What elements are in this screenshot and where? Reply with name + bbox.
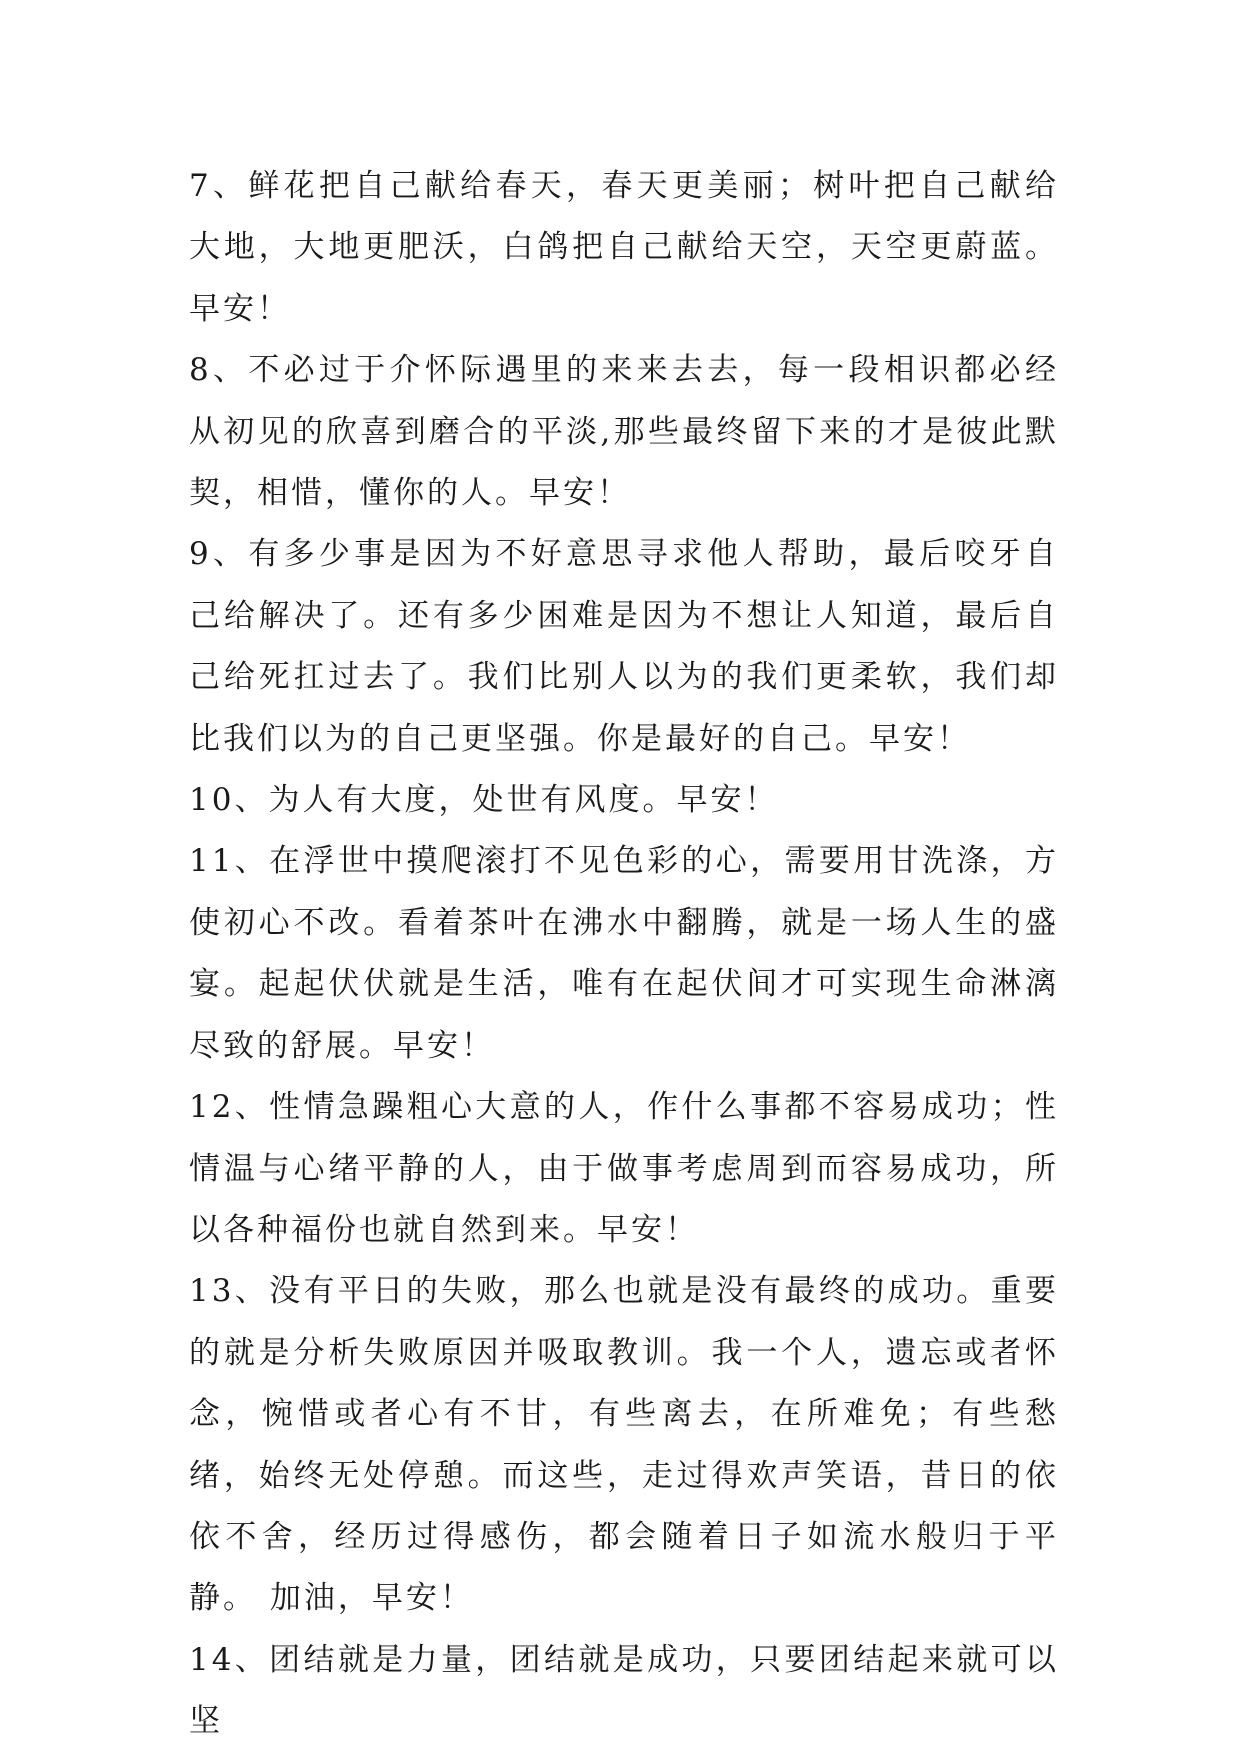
paragraph-9: 9、有多少事是因为不好意思寻求他人帮助，最后咬牙自己给解决了。还有多少困难是因为不想让人知道，最后自己给死扛过去了。我们比别人以为的我们更柔软，我们却比我们以为的自己更坚强。你是最好的自己。早安！ bbox=[189, 536, 1059, 757]
paragraph-14: 14、团结就是力量，团结就是成功，只要团结起来就可以坚 bbox=[189, 1641, 1059, 1740]
paragraph-10: 10、为人有大度，处世有风度。早安！ bbox=[189, 782, 779, 819]
paragraph-11: 11、在浮世中摸爬滚打不见色彩的心，需要用甘洗涤，方使初心不改。看着茶叶在沸水中翻腾，就是一场人生的盛宴。起起伏伏就是生活，唯有在起伏间才可实现生命淋漓尽致的舒展。早安！ bbox=[189, 843, 1059, 1064]
paragraph-8: 8、不必过于介怀际遇里的来来去去，每一段相识都必经从初见的欣喜到磨合的平淡,那些最终留下来的才是彼此默契，相惜，懂你的人。早安！ bbox=[189, 352, 1059, 512]
document-body bbox=[189, 156, 1059, 1753]
paragraph-12: 12、性情急躁粗心大意的人，作什么事都不容易成功；性情温与心绪平静的人，由于做事考虑周到而容易成功，所以各种福份也就自然到来。早安！ bbox=[189, 1089, 1059, 1248]
paragraph-7: 7、鲜花把自己献给春天，春天更美丽；树叶把自己献给大地，大地更肥沃，白鸽把自己献给天空，天空更蔚蓝。早安！ bbox=[189, 168, 1059, 327]
paragraph-13: 13、没有平日的失败，那么也就是没有最终的成功。重要的就是分析失败原因并吸取教训。我一个人，遗忘或者怀念，惋惜或者心有不甘，有些离去，在所难免；有些愁绪，始终无处停憩。而这些，走过得欢声笑语，昔日的依依不舍，经历过得感伤，都会随着日子如流水般归于平静。 加油，早安！ bbox=[189, 1273, 1059, 1617]
